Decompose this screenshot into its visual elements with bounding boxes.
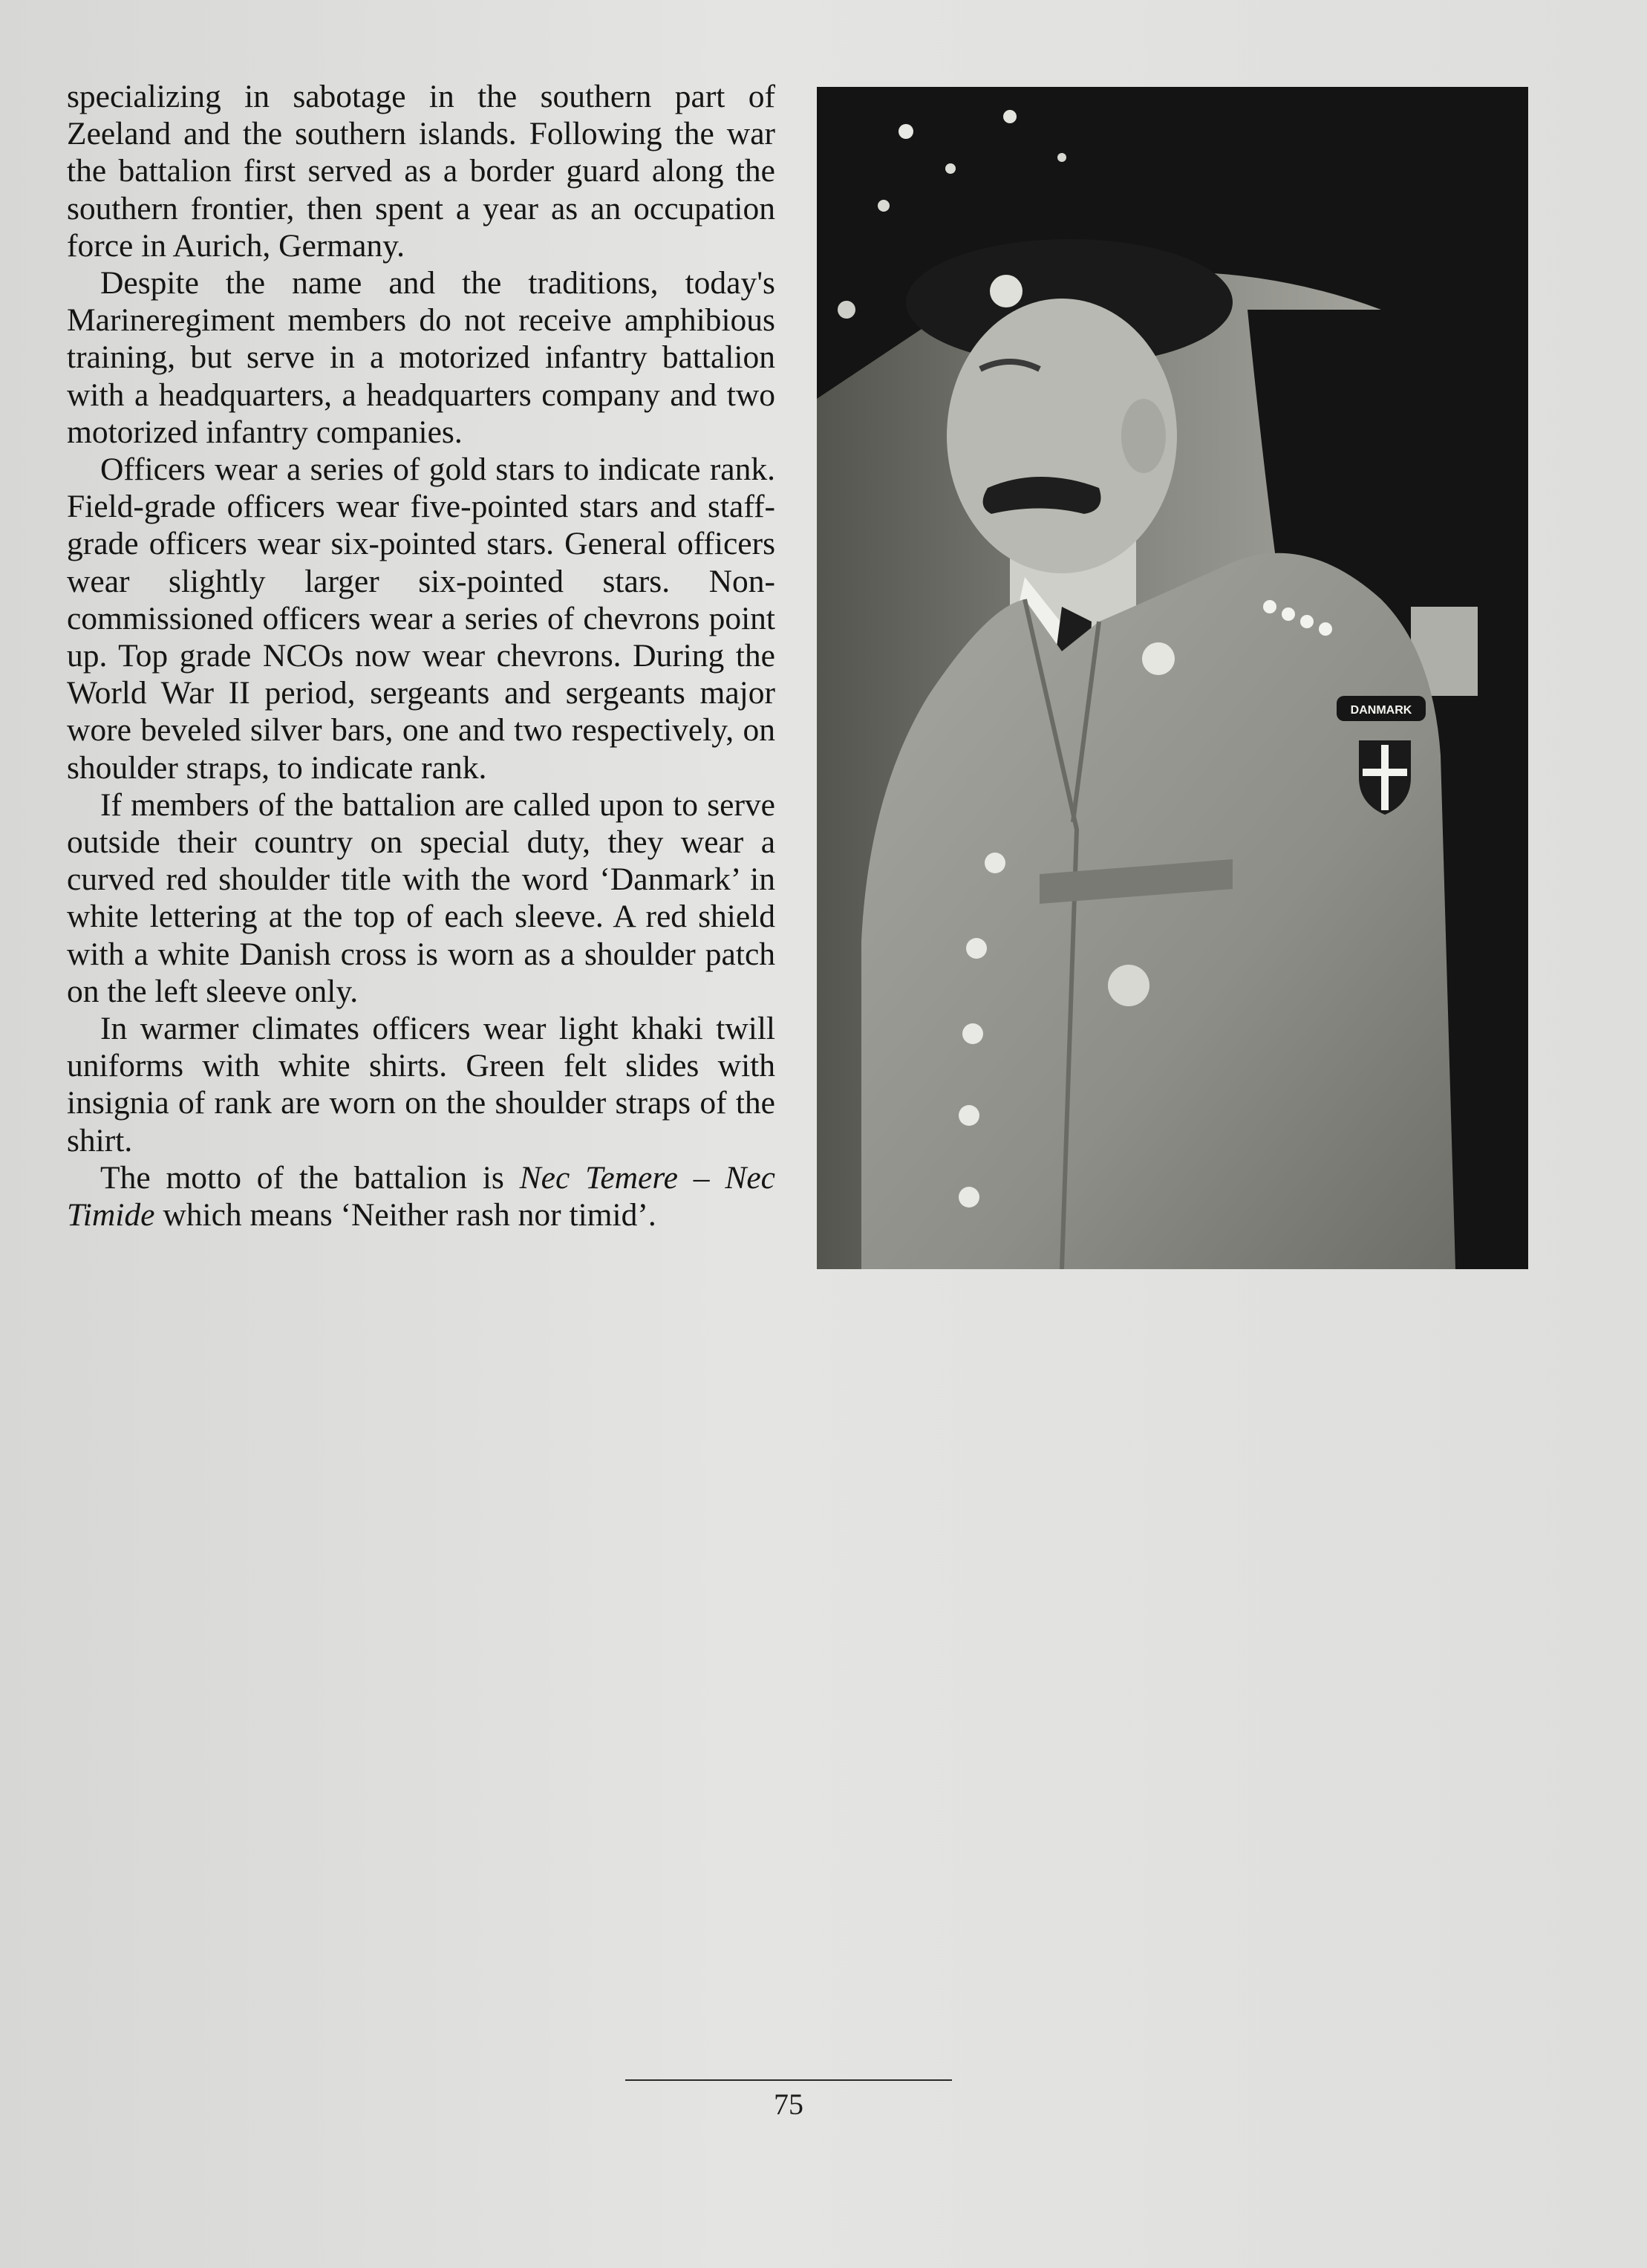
breast-badge: [1108, 965, 1149, 1006]
paragraph-3: Officers wear a series of gold stars to indicate rank. Field-grade officers wear five-pointed stars and staff-grade officers wear six-pointed stars. General officers wear slightly larger six-pointed stars. Non-commissioned officers wear a series of chevrons point up. Top grade NCOs now wear chevrons. During the World War II period, sergeants and sergeants major wore beveled silver bars, one and two respectively, on shoulder straps, to indicate rank.: [67, 452, 775, 786]
paragraph-6: [67, 1159, 775, 1234]
page-number: 75: [774, 2088, 803, 2121]
motto-lead-in: The motto of the battalion is: [100, 1159, 520, 1196]
officer-photograph: [817, 87, 1528, 1269]
jacket-button: [985, 853, 1005, 873]
jacket-button: [962, 1023, 983, 1044]
collar-insignia: [1142, 642, 1175, 675]
rank-star: [1263, 600, 1276, 613]
paragraph-1: specializing in sabotage in the southern part of Zeeland and the southern islands. Following the war the battalion first served as a border guard along the southern frontier, then spent a year as an occupation force in Aurich, Germany.: [67, 79, 775, 264]
motto: Nec Temere – Nec Timide: [67, 1159, 775, 1234]
shoulder-title-text: DANMARK: [1350, 704, 1412, 717]
beret-badge: [990, 275, 1023, 307]
article-text: [67, 78, 775, 1234]
rank-star: [1319, 622, 1332, 636]
rank-star: [1282, 607, 1295, 621]
footer-rule: [625, 2079, 952, 2081]
officer-photo-illustration: [817, 87, 1528, 1269]
rank-star: [1300, 615, 1314, 628]
jacket-button: [959, 1105, 979, 1126]
paragraph-2: Despite the name and the traditions, today's Marineregiment members do not receive amphibious training, but serve in a motorized infantry battalion with a headquarters, a headquarters company and two motorized infantry companies.: [67, 265, 775, 450]
jacket-button: [966, 938, 987, 959]
jacket-button: [959, 1187, 979, 1208]
motto-translation: which means ‘Neither rash nor timid’.: [154, 1197, 656, 1234]
paragraph-4: If members of the battalion are called upon to serve outside their country on special duty, they wear a curved red shoulder title with the word ‘Danmark’ in white lettering at the top of each sleeve. A red shield with a white Danish cross is worn as a shoulder patch on the left sleeve only.: [67, 786, 775, 1009]
paragraph-5: In warmer climates officers wear light khaki twill uniforms with white shirts. Green felt slides with insignia of rank are worn on the shoulder straps of the shirt.: [67, 1011, 775, 1159]
